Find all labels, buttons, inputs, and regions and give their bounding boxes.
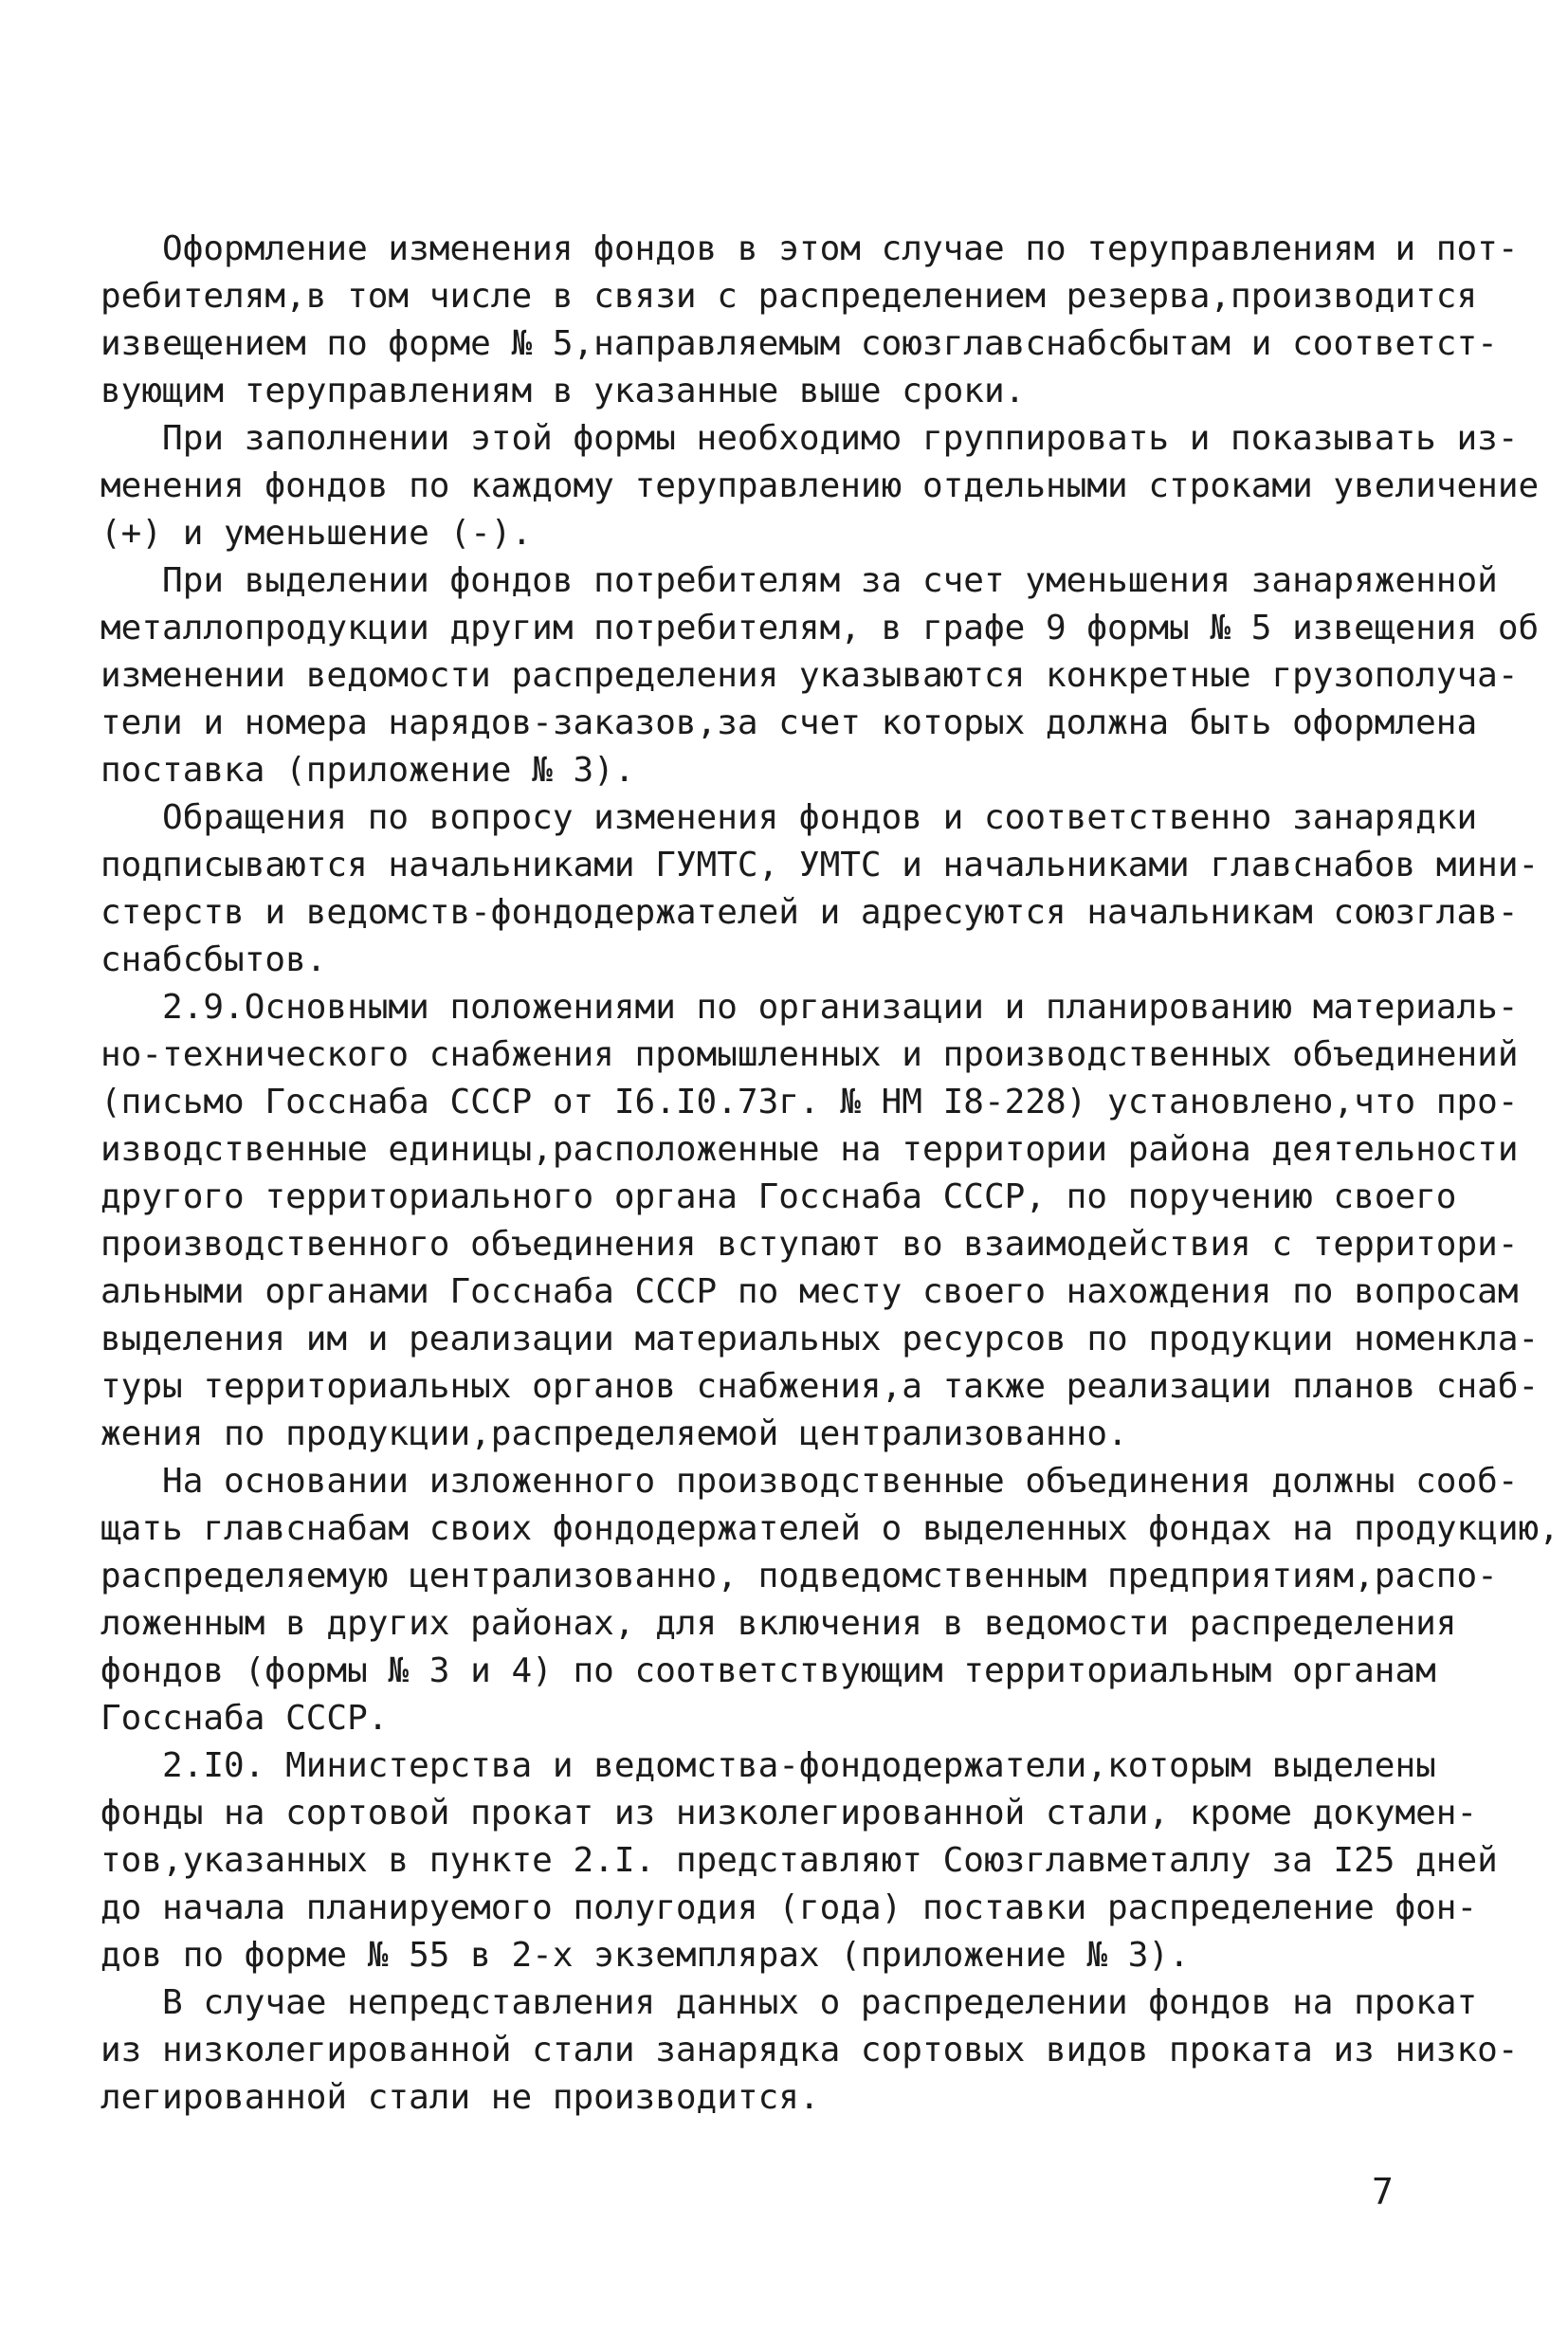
text-line: щать главснабам своих фондодержателей о выделенных фондах на продукцию, xyxy=(100,1509,1559,1548)
text-line: 2.9.Основными положениями по организации и планированию материаль- xyxy=(100,988,1519,1027)
text-line: но-технического снабжения промышленных и производственных объединений xyxy=(100,1035,1519,1074)
text-line: жения по продукции,распределяемой централизованно. xyxy=(100,1414,1128,1453)
text-line: туры территориальных органов снабжения,а также реализации планов снаб- xyxy=(100,1367,1540,1406)
text-line: При выделении фондов потребителям за счет уменьшения занаряженной xyxy=(100,561,1498,600)
text-line: Обращения по вопросу изменения фондов и соответственно занарядки xyxy=(100,798,1478,837)
text-line: поставка (приложение № 3). xyxy=(100,751,635,790)
page-number: 7 xyxy=(1372,2171,1394,2213)
text-line: Оформление изменения фондов в этом случае по теруправлениям и пот- xyxy=(100,229,1519,268)
text-line: фонды на сортовой прокат из низколегированной стали, кроме докумен- xyxy=(100,1794,1478,1832)
text-line: производственного объединения вступают во взаимодействия с территори- xyxy=(100,1225,1519,1264)
text-line: распределяемую централизованно, подведомственным предприятиям,распо- xyxy=(100,1557,1498,1595)
text-line: изводственные единицы,расположенные на территории района деятельности xyxy=(100,1130,1519,1169)
text-line: На основании изложенного производственные объединения должны сооб- xyxy=(100,1462,1519,1501)
text-line: легированной стали не производится. xyxy=(100,2078,820,2117)
text-line: до начала планируемого полугодия (года) поставки распределение фон- xyxy=(100,1888,1478,1927)
text-line: 2.I0. Министерства и ведомства-фондодержатели,которым выделены xyxy=(100,1746,1436,1785)
text-line: другого территориального органа Госснаба СССР, по поручению своего xyxy=(100,1177,1457,1216)
text-line: выделения им и реализации материальных ресурсов по продукции номенкла- xyxy=(100,1320,1540,1358)
text-line: тели и номера нарядов-заказов,за счет которых должна быть оформлена xyxy=(100,703,1478,742)
text-line: изменении ведомости распределения указываются конкретные грузополуча- xyxy=(100,656,1519,695)
text-line: фондов (формы № 3 и 4) по соответствующим территориальным органам xyxy=(100,1651,1436,1690)
text-line: из низколегированной стали занарядка сортовых видов проката из низко- xyxy=(100,2031,1519,2069)
body-text xyxy=(100,226,1559,2122)
text-line: ложенным в других районах, для включения в ведомости распределения xyxy=(100,1604,1457,1643)
text-line: альными органами Госснаба СССР по месту своего нахождения по вопросам xyxy=(100,1272,1519,1311)
text-line: снабсбытов. xyxy=(100,940,327,979)
text-line: тов,указанных в пункте 2.I. представляют Союзглавметаллу за I25 дней xyxy=(100,1841,1498,1880)
text-line: В случае непредставления данных о распределении фондов на прокат xyxy=(100,1983,1478,2022)
text-line: (+) и уменьшение (-). xyxy=(100,514,533,553)
text-line: менения фондов по каждому теруправлению отдельными строками увеличение xyxy=(100,466,1540,505)
text-line: вующим теруправлениям в указанные выше сроки. xyxy=(100,372,1026,410)
text-line: извещением по форме № 5,направляемым союзглавснабсбытам и соответст- xyxy=(100,324,1498,363)
text-line: ребителям,в том числе в связи с распределением резерва,производится xyxy=(100,277,1478,316)
text-line: При заполнении этой формы необходимо группировать и показывать из- xyxy=(100,419,1519,458)
text-line: Госснаба СССР. xyxy=(100,1699,389,1738)
text-line: дов по форме № 55 в 2-х экземплярах (приложение № 3). xyxy=(100,1936,1190,1975)
text-line: стерств и ведомств-фондодержателей и адресуются начальникам союзглав- xyxy=(100,893,1519,932)
text-line: (письмо Госснаба СССР от I6.I0.73г. № НМ I8-228) установлено,что про- xyxy=(100,1083,1519,1121)
text-line: металлопродукции другим потребителям, в графе 9 формы № 5 извещения об xyxy=(100,609,1540,647)
text-line: подписываются начальниками ГУМТС, УМТС и начальниками главснабов мини- xyxy=(100,846,1540,884)
